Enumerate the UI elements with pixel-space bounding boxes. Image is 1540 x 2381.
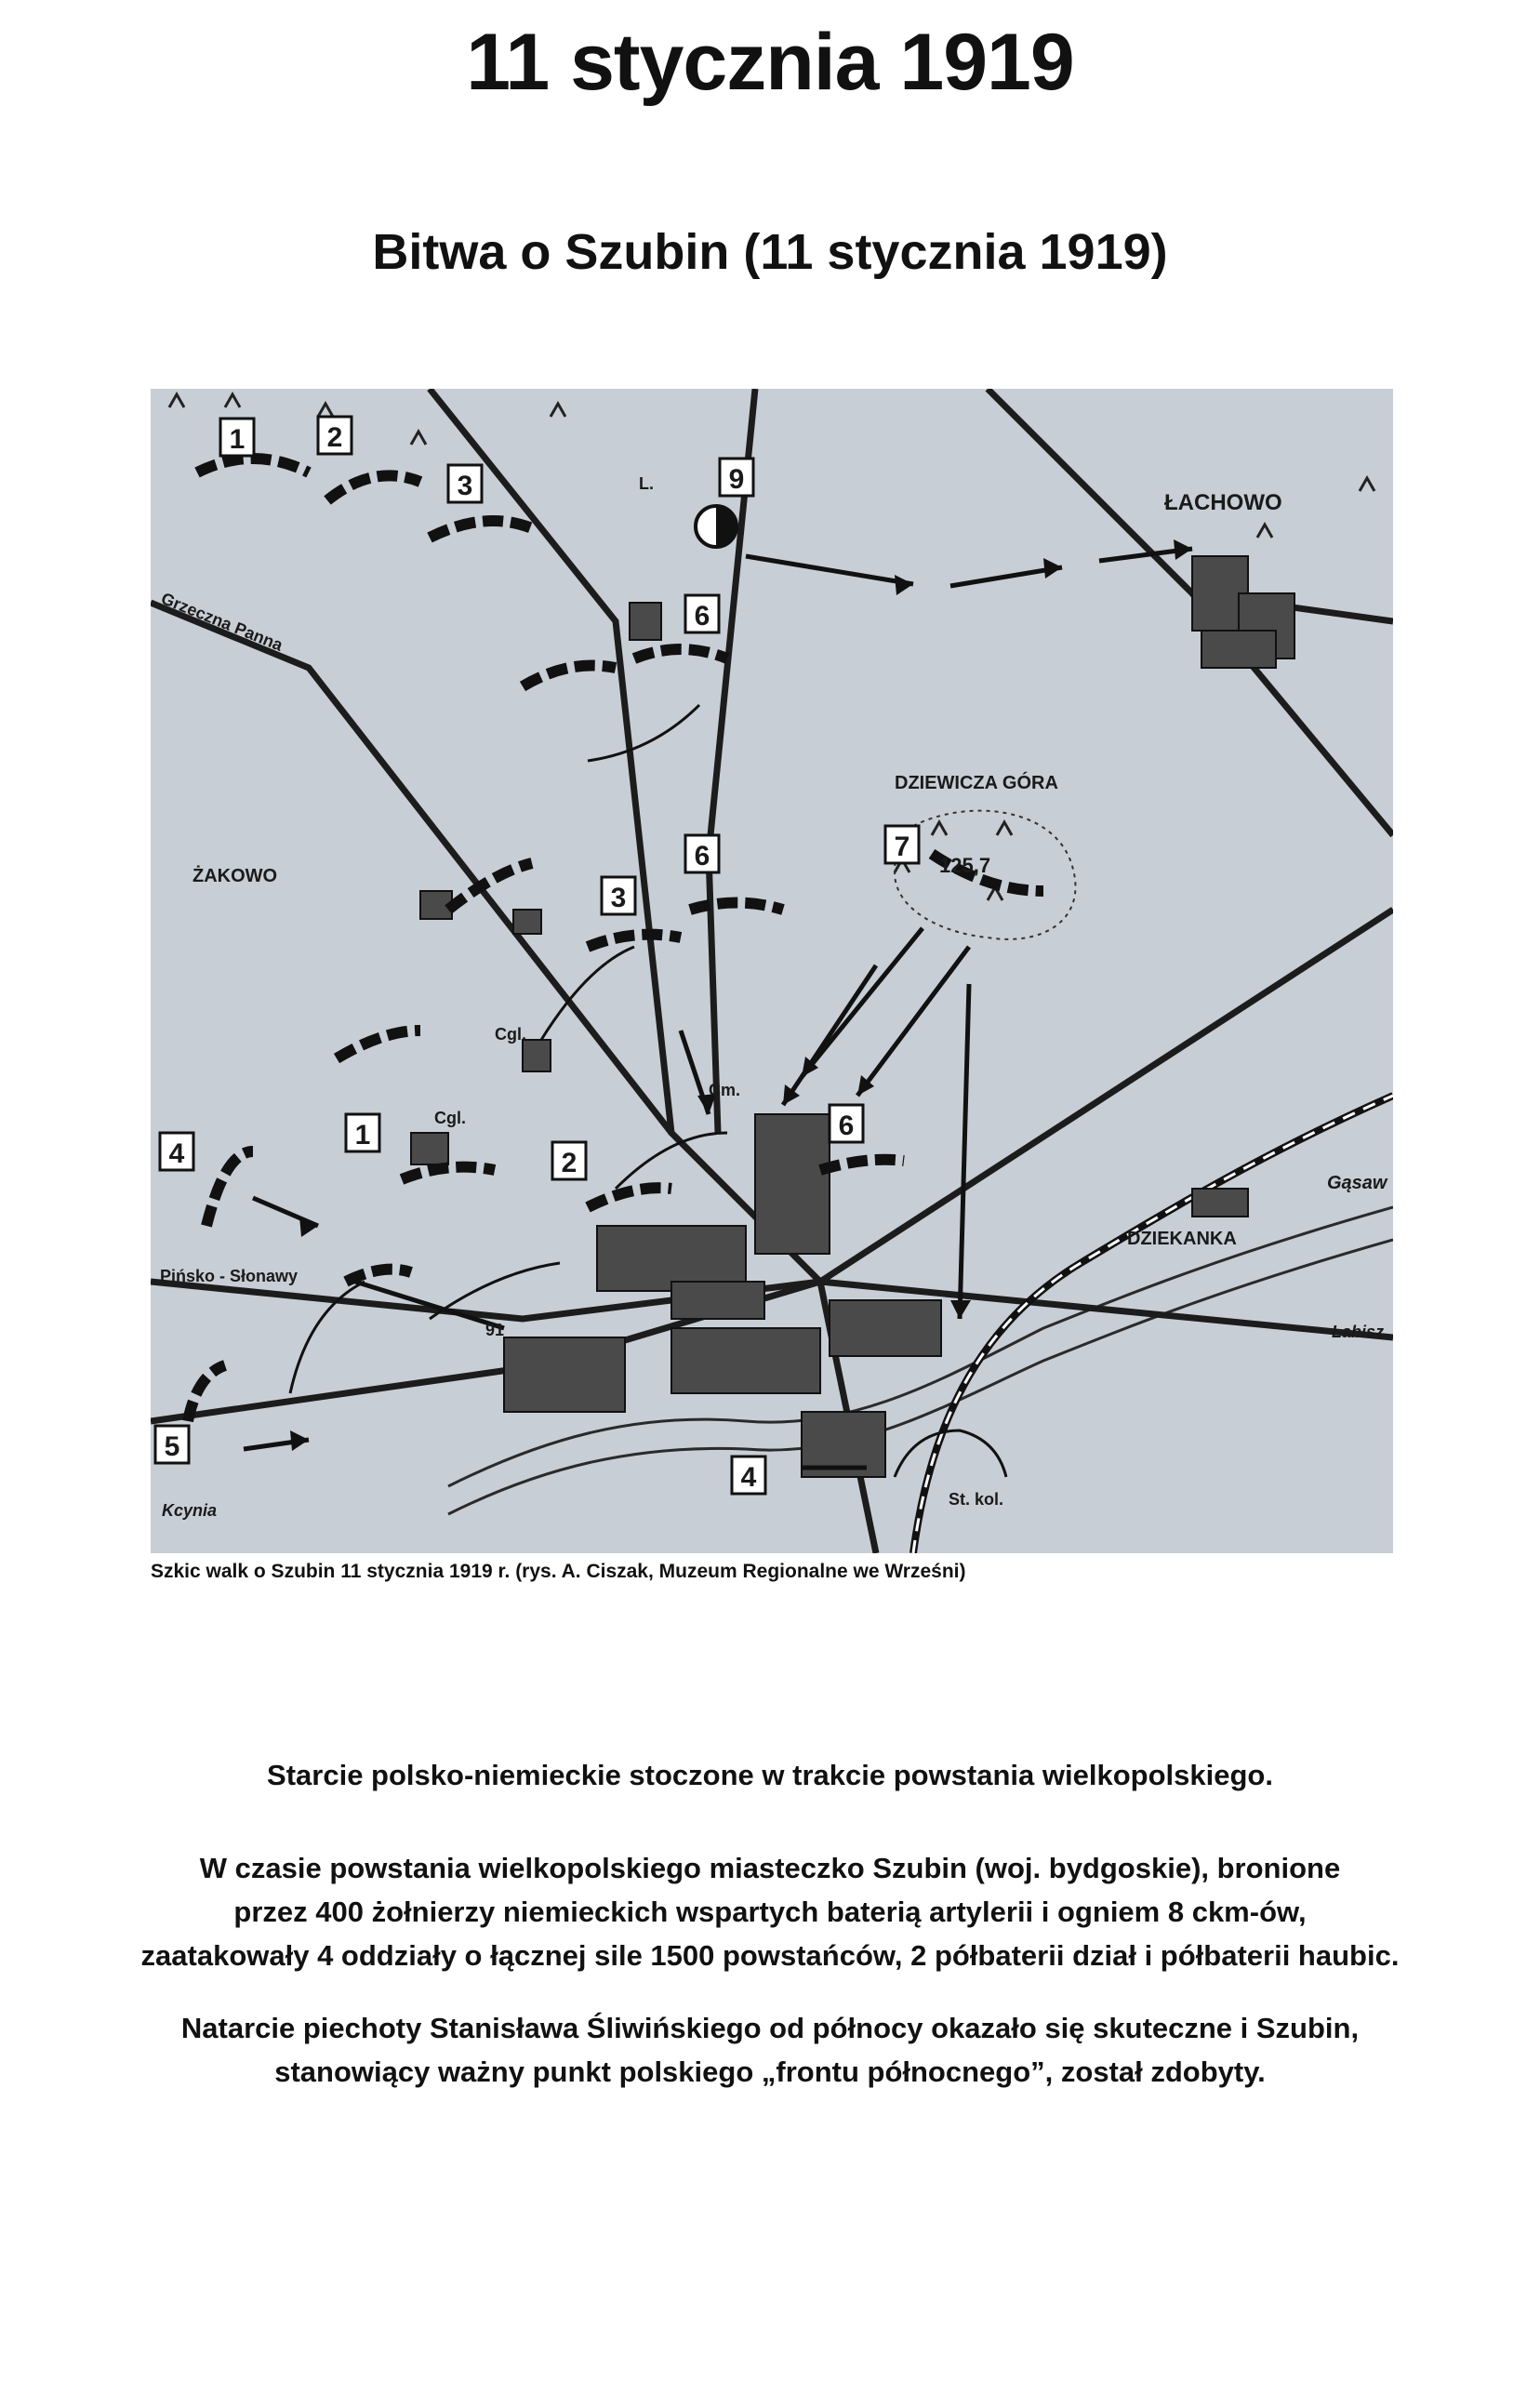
unit-label: 3 [457, 471, 473, 501]
unit-label: 6 [694, 601, 710, 632]
road-label-grzeczna-panna: Grzeczna Panna [158, 589, 285, 655]
place-label-brickworks-2: Cgl. [434, 1109, 466, 1127]
page-title: 11 stycznia 1919 [466, 18, 1074, 107]
intro-line: Starcie polsko-niemieckie stoczone w trakcie powstania wielkopolskiego. [267, 1759, 1273, 1791]
unit-label: 5 [164, 1431, 180, 1462]
battle-map [151, 389, 1393, 1553]
place-label-lachowo: ŁACHOWO [1164, 490, 1282, 515]
place-label-dziewicza-gora: DZIEWICZA GÓRA [895, 773, 1058, 793]
place-label-station: St. kol. [949, 1490, 1004, 1509]
road-label-labiszyn: Łabisz [1332, 1323, 1385, 1341]
height-label-91: 91 [485, 1321, 505, 1339]
description-paragraph [0, 1846, 1540, 1977]
place-label-dziekanka: DZIEKANKA [1127, 1229, 1237, 1249]
battle-map-drawing [151, 389, 1393, 1553]
map-caption: Szkic walk o Szubin 11 stycznia 1919 r. (rys. A. Ciszak, Muzeum Regionalne we Wrześni) [151, 1561, 966, 1582]
outcome-line: Natarcie piechoty Stanisława Śliwińskiego od północy okazało się skuteczne i Szubin, [180, 2012, 1360, 2044]
unit-label: 6 [694, 841, 710, 871]
outcome-line: stanowiący ważny punkt polskiego „frontu północnego”, został zdobyty. [274, 2055, 1266, 2088]
unit-label: 7 [894, 831, 910, 862]
unit-label: 4 [168, 1138, 185, 1169]
road-label-pinsko: Pińsko - Słonawy [160, 1267, 299, 1285]
unit-label: 9 [728, 464, 745, 495]
unit-label: 2 [561, 1148, 578, 1178]
height-label: 125,7 [939, 854, 991, 877]
page-subtitle: Bitwa o Szubin (11 stycznia 1919) [372, 224, 1168, 280]
intro-paragraph [0, 1753, 1540, 1797]
unit-label: 1 [354, 1120, 371, 1151]
place-label-cemetery: Cm. [709, 1081, 741, 1099]
unit-label: 4 [740, 1462, 757, 1493]
map-mark-l: L. [639, 474, 654, 493]
description-line: W czasie powstania wielkopolskiego miasteczko Szubin (woj. bydgoskie), bronione [199, 1852, 1341, 1884]
unit-label: 6 [838, 1111, 855, 1141]
place-label-brickworks-1: Cgl. [495, 1025, 526, 1044]
description-line: przez 400 żołnierzy niemieckich wspartych baterią artylerii i ogniem 8 ckm-ów, [233, 1895, 1307, 1928]
unit-label: 3 [610, 883, 627, 913]
place-label-zakowo: ŻAKOWO [192, 866, 278, 886]
unit-label: 2 [326, 422, 343, 453]
road-label-gasawa: Gąsaw [1327, 1173, 1387, 1193]
outcome-paragraph [0, 2006, 1540, 2094]
unit-label: 1 [229, 424, 246, 455]
description-line: zaatakowały 4 oddziały o łącznej sile 1500 powstańców, 2 półbaterii dział i półbaterii haubic. [140, 1939, 1400, 1972]
road-label-kcynia: Kcynia [162, 1501, 218, 1520]
